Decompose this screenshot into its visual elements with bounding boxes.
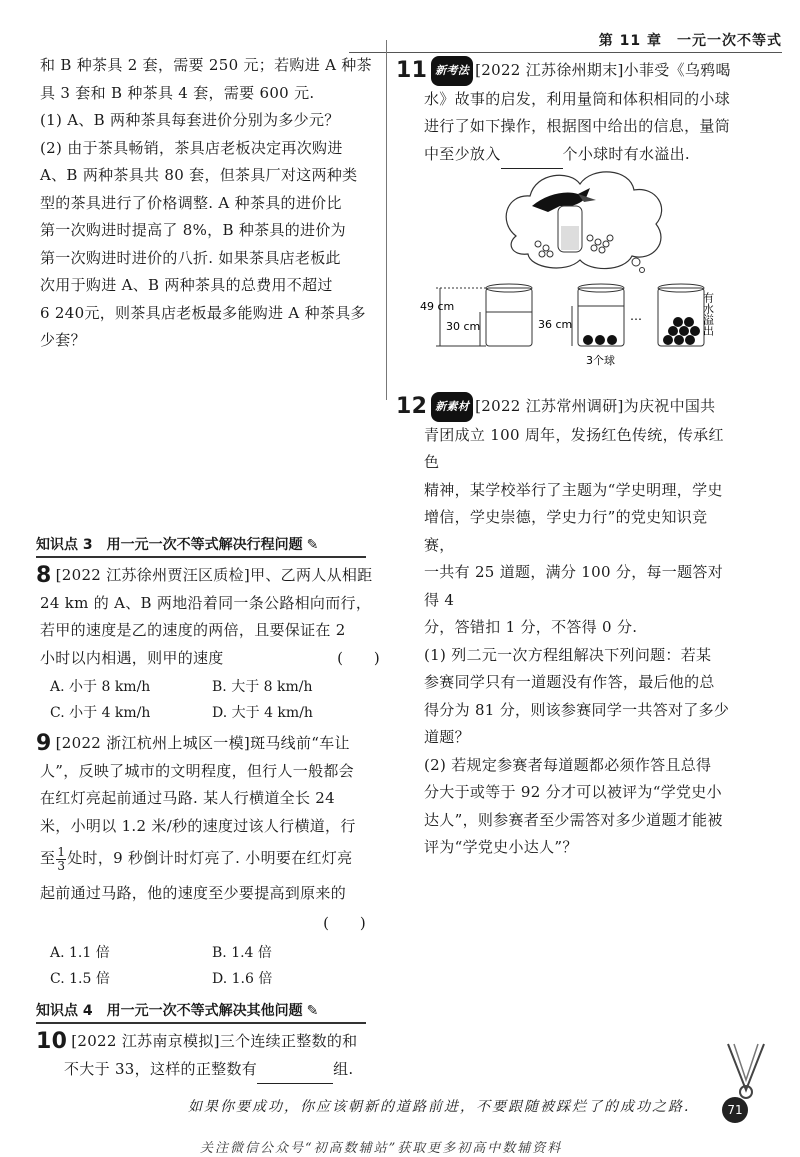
text-line: 和 B 种茶具 2 套，需要 250 元；若购进 A 种茶 bbox=[40, 56, 372, 74]
text-line: 少套？ bbox=[40, 331, 86, 349]
option-a: A. 小于 8 km/h bbox=[50, 679, 151, 695]
paper-clip-icon bbox=[722, 1040, 778, 1100]
label-36cm: 36 cm bbox=[538, 318, 573, 331]
text-line: (1) A、B 两种茶具每套进价分别为多少元？ bbox=[40, 111, 340, 129]
label-30cm: 30 cm bbox=[446, 320, 481, 333]
text-line: 评为“学党史小达人”？ bbox=[424, 838, 578, 856]
new-material-badge: 新素材 bbox=[431, 392, 473, 422]
option-b: B. 1.4 倍 bbox=[212, 945, 272, 961]
question-source: [2022 浙江杭州上城区一模] bbox=[55, 734, 251, 752]
question-source: [2022 江苏徐州贾汪区质检] bbox=[55, 566, 251, 584]
text-line: (2) 由于茶具畅销，茶具店老板决定再次购进 bbox=[40, 138, 343, 157]
text-line: 进行了如下操作，根据图中给出的信息，量筒 bbox=[424, 117, 731, 135]
option-b: B. 大于 8 km/h bbox=[212, 679, 313, 695]
thought-bubble bbox=[640, 268, 645, 273]
text-line: 得分为 81 分，则该参赛同学一共答对了多少 bbox=[424, 700, 730, 719]
text-line: 为庆祝中国共 bbox=[623, 397, 716, 415]
answer-blank bbox=[257, 1056, 333, 1085]
text-line: 斑马线前“车让 bbox=[250, 734, 350, 752]
text-fragment: 处时，9 秒倒计时灯亮了. 小明要在红灯亮 bbox=[67, 849, 353, 867]
chapter-header bbox=[599, 30, 782, 50]
option-c: C. 1.5 倍 bbox=[50, 971, 110, 987]
question-source: [2022 江苏徐州期末] bbox=[475, 61, 624, 79]
option-d: D. 大于 4 km/h bbox=[212, 705, 313, 721]
text-line: 青团成立 100 周年，发扬红色传统，传承红色 bbox=[424, 425, 724, 471]
chapter-title: 第 11 章 一元一次不等式 bbox=[598, 33, 782, 49]
text-line: 6 240元，则茶具店老板最多能购进 A 种茶具多 bbox=[40, 303, 366, 322]
footer-note: 关注微信公众号“初高数辅站”获取更多初高中数辅资料 bbox=[200, 1141, 563, 1156]
text-line: 在红灯亮起前通过马路. 某人行横道全长 24 bbox=[40, 789, 335, 807]
text-line: 第一次购进时提高了 8%，B 种茶具的进价为 bbox=[40, 221, 346, 239]
text-line: 型的茶具进行了价格调整. A 种茶具的进价比 bbox=[40, 193, 342, 212]
page-number: 71 bbox=[722, 1097, 748, 1123]
pen-icon: ✎ bbox=[306, 537, 319, 553]
text-line: 增信，学史崇德，学史力行”的党史知识竞赛， bbox=[424, 508, 708, 554]
text-line: 一共有 25 道题，满分 100 分，每一题答对得 4 bbox=[424, 563, 723, 609]
pen-icon: ✎ bbox=[306, 1003, 319, 1019]
text-line: 分，答错扣 1 分，不答得 0 分. bbox=[424, 618, 638, 636]
text-line: (1) 列二元一次方程组解决下列问题：若某 bbox=[424, 645, 712, 664]
text-line: 三个连续正整数的和 bbox=[219, 1032, 358, 1050]
text-line: A、B 两种茶具共 80 套，但茶具厂对这两种类 bbox=[40, 166, 358, 184]
text-line: 水》故事的启发，利用量筒和体积相同的小球 bbox=[424, 89, 731, 108]
text-line: 精神，某学校举行了主题为“学史明理，学史 bbox=[424, 480, 723, 499]
question-number: 11 bbox=[396, 58, 428, 83]
option-a: A. 1.1 倍 bbox=[50, 945, 110, 961]
question-source: [2022 江苏南京模拟] bbox=[71, 1032, 220, 1050]
previous-problem-continuation bbox=[40, 52, 380, 355]
overflow-label: 有水溢出 bbox=[701, 292, 715, 336]
text-line: 米，小明以 1.2 米/秒的速度过该人行横道，行 bbox=[40, 816, 356, 835]
question-9 bbox=[36, 730, 380, 938]
footer-quote: 如果你要成功，你应该朝新的道路前进，不要跟随被踩烂了的成功之路. bbox=[188, 1099, 691, 1115]
measuring-cylinder-2 bbox=[578, 284, 624, 346]
text-line: 具 3 套和 B 种茶具 4 套，需要 600 元. bbox=[40, 83, 315, 102]
text-fragment: 个小球时有水溢出. bbox=[562, 144, 690, 163]
thought-bubble bbox=[632, 258, 640, 266]
answer-paren: ( ) bbox=[323, 914, 366, 932]
answer-paren: ( ) bbox=[337, 648, 380, 667]
question-source: [2022 江苏常州调研] bbox=[475, 397, 624, 415]
question-10 bbox=[36, 1028, 380, 1084]
text-fragment: 组. bbox=[333, 1059, 354, 1078]
text-line: (2) 若规定参赛者每道题都必须作答且总得 bbox=[424, 755, 712, 774]
question-number: 12 bbox=[396, 394, 428, 419]
new-method-badge: 新考法 bbox=[431, 56, 473, 86]
caption-three-balls: 3个球 bbox=[586, 354, 615, 367]
thought-cloud bbox=[506, 172, 661, 269]
fraction bbox=[56, 846, 66, 873]
text-line: 若甲的速度是乙的速度的两倍，且要保证在 2 bbox=[40, 621, 346, 639]
measuring-cylinder-3 bbox=[658, 284, 704, 346]
text-fragment: 中至少放入 bbox=[424, 144, 501, 163]
text-line: 24 km 的 A、B 两地沿着同一条公路相向而行， bbox=[40, 593, 372, 612]
text-fragment: 至 bbox=[40, 849, 56, 867]
header-rule bbox=[349, 52, 782, 53]
label-49cm: 49 cm bbox=[420, 300, 455, 313]
ellipsis: … bbox=[630, 309, 642, 323]
question-number: 10 bbox=[36, 1029, 68, 1054]
question-number: 8 bbox=[36, 563, 52, 588]
question-8 bbox=[36, 562, 380, 672]
column-divider bbox=[386, 40, 387, 400]
text-line: 参赛同学只有一道题没有作答，最后他的总 bbox=[424, 673, 715, 691]
section-heading-3 bbox=[36, 534, 366, 558]
fraction-denominator: 3 bbox=[57, 858, 66, 873]
crow-water-figure bbox=[420, 164, 730, 374]
measuring-cylinder-1 bbox=[486, 284, 532, 346]
section-heading-4 bbox=[36, 1000, 366, 1024]
text-line: 小时以内相遇，则甲的速度 bbox=[40, 648, 224, 667]
question-number: 9 bbox=[36, 731, 52, 756]
text-line: 甲、乙两人从相距 bbox=[250, 566, 373, 584]
option-c: C. 小于 4 km/h bbox=[50, 705, 151, 721]
text-line: 达人”，则参赛者至少需答对多少道题才能被 bbox=[424, 810, 723, 829]
text-line: 起前通过马路，他的速度至少要提高到原来的 bbox=[40, 884, 347, 902]
question-12 bbox=[396, 392, 736, 862]
text-line: 分大于或等于 92 分才可以被评为“学党史小 bbox=[424, 783, 722, 801]
text-line: 人”，反映了城市的文明程度，但行人一般都会 bbox=[40, 761, 354, 780]
text-fragment: 不大于 33，这样的正整数有 bbox=[64, 1059, 258, 1078]
option-d: D. 1.6 倍 bbox=[212, 971, 273, 987]
question-11 bbox=[396, 56, 736, 169]
text-line: 第一次购进时进价的八折. 如果茶具店老板此 bbox=[40, 248, 341, 267]
section-label: 知识点 4 用一元一次不等式解决其他问题 bbox=[36, 1003, 303, 1019]
text-line: 道题？ bbox=[424, 728, 470, 746]
fraction-numerator: 1 bbox=[57, 844, 66, 859]
section-label: 知识点 3 用一元一次不等式解决行程问题 bbox=[36, 537, 303, 553]
text-line: 次用于购进 A、B 两种茶具的总费用不超过 bbox=[40, 276, 333, 294]
text-line: 小菲受《乌鸦喝 bbox=[623, 61, 731, 79]
